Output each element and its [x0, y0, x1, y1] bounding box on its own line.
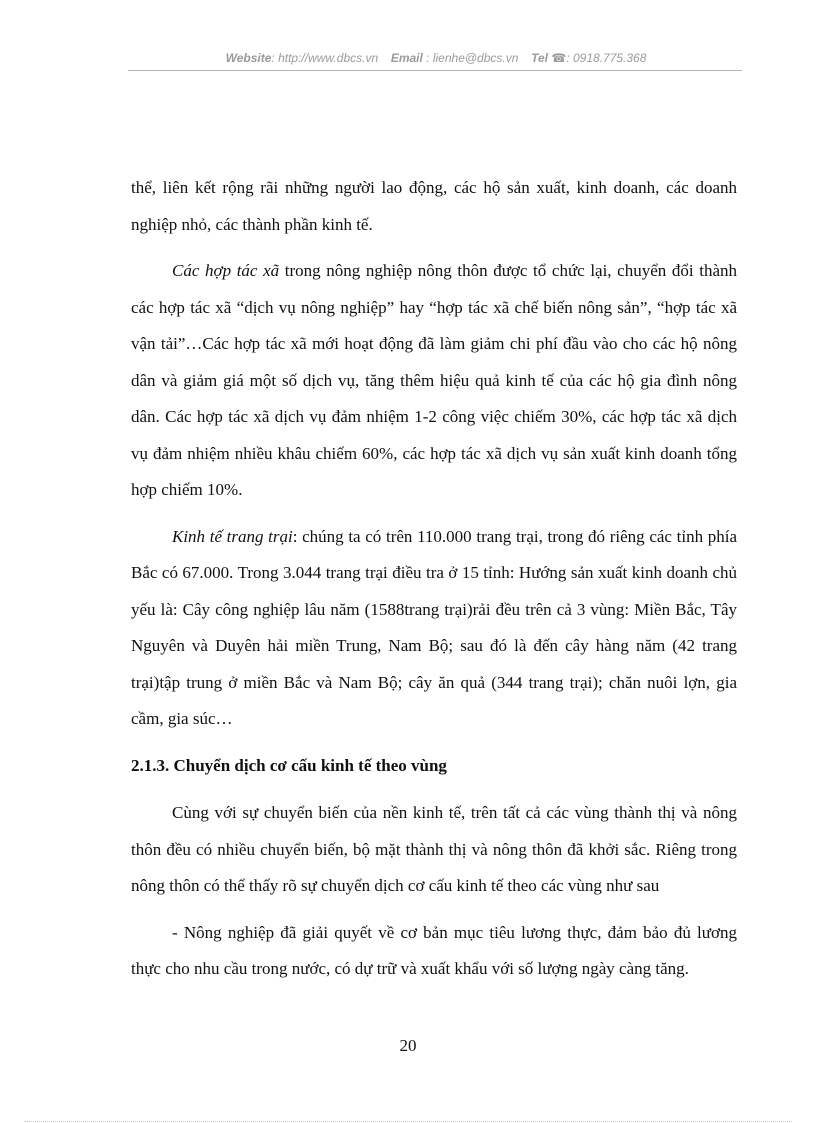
header-rule [128, 70, 742, 71]
paragraph-cooperatives-lead: Các hợp tác xã [172, 261, 280, 280]
page-header [130, 51, 742, 65]
paragraph-cooperatives [131, 253, 737, 509]
paragraph-continuation: thể, liên kết rộng rãi những người lao động, các hộ sản xuất, kinh doanh, các doanh nghiệp nhỏ, các thành phần kinh tế. [131, 178, 737, 234]
website-url[interactable]: http://www.dbcs.vn [278, 51, 379, 65]
document-body [131, 170, 737, 998]
email-separator: : [422, 51, 433, 65]
email-label: Email [390, 51, 423, 65]
website-separator: : [271, 51, 279, 65]
tel-separator: : [566, 51, 573, 65]
section-heading: 2.1.3. Chuyển dịch cơ cấu kinh tế theo vùng [131, 755, 447, 775]
email-address[interactable]: lienhe@dbcs.vn [432, 51, 519, 65]
website-label: Website [225, 51, 272, 65]
tel-label: Tel [531, 51, 549, 65]
paragraph-farm-economy [131, 519, 737, 738]
phone-icon: ☎ [551, 51, 567, 65]
page-number: 20 [399, 1036, 417, 1055]
tel-number: 0918.775.368 [572, 51, 647, 65]
paragraph-regional-shift: Cùng với sự chuyển biến của nền kinh tế, trên tất cả các vùng thành thị và nông thôn đều có nhiều chuyển biến, bộ mặt thành thị và nông thôn đã khởi sắc. Riêng trong nông thôn có thể thấy rõ sự chuyển dịch cơ cấu kinh tế theo các vùng như sau [131, 803, 737, 895]
paragraph-farm-economy-text: : chúng ta có trên 110.000 trang trại, trong đó riêng các tỉnh phía Bắc có 67.000. Trong 3.044 trang trại điều tra ở 15 tỉnh: Hướng sản xuất kinh doanh chủ yếu là: Cây công nghiệp lâu năm (1588trang trại)rải đều trên cả 3 vùng: Miền Bắc, Tây Nguyên và Duyên hải miền Trung, Nam Bộ; sau đó là đến cây hàng năm (42 trang trại)tập trung ở miền Bắc và Nam Bộ; cây ăn quả (344 trang trại); chăn nuôi lợn, gia cầm, gia súc… [131, 526, 737, 728]
paragraph-farm-economy-lead: Kinh tế trang trại [172, 526, 293, 546]
page-bottom-edge [24, 1121, 792, 1122]
paragraph-agriculture: - Nông nghiệp đã giải quyết về cơ bản mục tiêu lương thực, đảm bảo đủ lương thực cho nhu cầu trong nước, có dự trữ và xuất khẩu với số lượng ngày càng tăng. [131, 922, 737, 978]
paragraph-cooperatives-text: trong nông nghiệp nông thôn được tổ chức lại, chuyển đổi thành các hợp tác xã “dịch vụ nông nghiệp” hay “hợp tác xã chế biến nông sản”, “hợp tác xã vận tải”…Các hợp tác xã mới hoạt động đã làm giảm chi phí đầu vào cho các hộ nông dân và giảm giá một số dịch vụ, tăng thêm hiệu quả kinh tế của các hộ gia đình nông dân. Các hợp tác xã dịch vụ đảm nhiệm 1-2 công việc chiếm 30%, các hợp tác xã dịch vụ đảm nhiệm nhiều khâu chiếm 60%, các hợp tác xã dịch vụ sản xuất kinh doanh tổng hợp chiếm 10%. [131, 261, 737, 499]
